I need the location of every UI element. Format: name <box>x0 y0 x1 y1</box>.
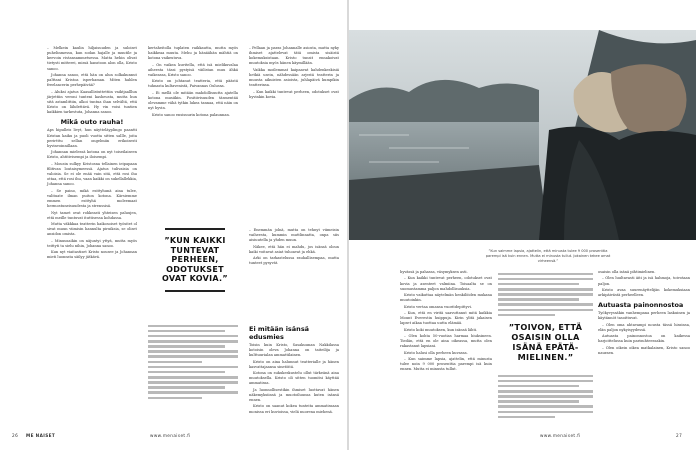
left-pullquote <box>150 228 240 292</box>
text-line <box>498 395 593 398</box>
left-column-1 <box>47 46 137 262</box>
paragraph: Aps hipulleis livyt, hun näytteläyplingo paantti Kristan kaiku ja puoli vuotta sitten sallle, joita perirtttu sellan ongelmiin erikoisesti hyvinvoinnillaan. <box>47 128 137 148</box>
paragraph: Kristo sanoo ensisuurin kotona palaunnan. <box>152 112 230 117</box>
subheading-mika-outo-rauha: Mikä outo rauha! <box>60 118 124 127</box>
text-line <box>498 288 593 291</box>
text-line <box>498 273 593 276</box>
text-line <box>148 345 225 348</box>
text-line <box>498 309 593 312</box>
paragraph: – Olen oikein oikea matkalainen, Kristo sanoo nauraen. <box>598 345 690 355</box>
text-line <box>148 391 238 394</box>
text-line <box>148 381 238 384</box>
text-line <box>498 375 593 378</box>
pullquote-line: ISÄNÄ EPÄTÄ- <box>512 342 579 352</box>
text-line <box>498 278 593 281</box>
text-line <box>498 314 555 317</box>
text-line <box>148 335 238 338</box>
paragraph: Ja luonnollisestikin ihmiset luottavat hänen näkemyksiinsä ja muotoiluunsa kuten isänsä ennen. <box>249 387 339 403</box>
paragraph: Näkee, että hän ei mahdu, jos isänsä oloun kaiki voitavat asiat tuhoavat ja ehkä. <box>249 244 339 254</box>
paragraph: – Kun kaikki tuntevat perheen, odotukset ovat hyvinkin kovia. <box>249 89 339 99</box>
right-column-2-top <box>498 270 593 319</box>
text-line <box>148 386 225 389</box>
right-column-2-bottom <box>498 372 593 421</box>
right-page-number: 27 <box>676 433 683 438</box>
pullquote-line: PERHEEN, <box>171 255 219 265</box>
text-line <box>148 371 225 374</box>
left-page-number: 26 <box>12 433 19 438</box>
paragraph: Nyt tamet ovat rohkeasti yhteisen paluujen, että meille tuntuvat ituttisessa kohdassa. <box>47 210 137 220</box>
paragraph: Kun nyt viaitastiset Kristo nousee ja Johannan mieti luonnsta säilyy jätkävä. <box>47 250 137 260</box>
text-line <box>498 411 593 414</box>
paragraph: Kristo on johtanut teatteria, että päästä tuhnasta kultavenistä, Paivannas Oulussa. <box>148 79 238 89</box>
left-column-2-top <box>148 46 238 119</box>
photo-caption: ”Kun saimme lapsia, ajattelin, että minusta tulee 9 000 prosenttia parempi isä kuin ennen. Mutta ei minusta tullut. Jokainen tekee omat virheensä.” <box>485 249 611 263</box>
text-line <box>148 350 238 353</box>
left-column-3-top <box>249 46 339 101</box>
right-pullquote <box>498 322 593 362</box>
paragraph: Vaikka moilemmat kaipaavat kahdenkeskisiä hetkiä usein, nähdessään arjestä teatterin ja muusta aikuisten asioista, juhlapäivä kumpikin teatterinsa. <box>249 67 339 88</box>
text-line <box>498 283 579 286</box>
pullquote-line: ODOTUKSET <box>166 264 224 274</box>
paragraph: Työkyvyssäkin vanhempana perheen laskuinen ja käytännöt tasoittuvat. <box>598 311 690 321</box>
paragraph: – Pellaan ja paras Johannalle asiosta, mutta nyky ihmiset ajattelevat tätä omista sisäistä kokemuksistaan. Kristo tunsit ennakoivat muutoksia myös hänen käymillään. <box>249 46 339 66</box>
paragraph: Kristo on aina halunnut teatterialle ja hänen kasvattajaansa sinetöitä. <box>249 359 339 369</box>
pullquote-line: TUNTEVAT <box>170 245 220 255</box>
paragraph: – Olen luultavasti äiti ja isä hahmoja, toivotaan paljon. <box>598 276 690 286</box>
paragraph: kertaheitolla tuplaten raikkautta, mutta myös haikkeaa muuta. Mehu ja hänäähän mähtiä on kotona vaikeutuva. <box>148 46 238 61</box>
paragraph: Kristo vertaa omansa vuoritdepittyvi. <box>404 304 472 309</box>
right-column-3 <box>598 270 690 357</box>
couple-photo <box>349 30 696 240</box>
paragraph: osaisin olla isänä pihtimielinen. <box>598 270 656 274</box>
photo-illustration <box>349 30 696 240</box>
paragraph: Kristo koki muutoksen, kun isänsä lähti. <box>404 327 478 332</box>
paragraph: – Olen kohta 50-vuotias harmaa hiuksineen. Tiedän, että en ole aina oikeassa, mutta olen rakastanut lapsiani. <box>400 333 492 349</box>
paragraph: Toisin kuin Kristo, Sasakuunan Nakkilassa kotoisin oleva Johanna on taiteilija ja kulttuurialan ammattilainen. <box>249 343 339 358</box>
text-line <box>498 390 593 393</box>
left-footer-url: www.menaiset.fi <box>150 433 191 438</box>
paragraph: hyvässä ja pahassa, väsymyksen asti. <box>400 270 468 274</box>
paragraph: – Aluksi ajatus Kaasallistuttettiin vaiktjaalllun järjettiin veroni tunteni kasheusta, mutta hun sitä astamlittiin, alkoi tuntua ihan selvältä, että Kristo on lähdettävä. Hy vin voisi tuntien kaikkien tarkestuta, Johanna sanoo. <box>47 89 137 115</box>
paragraph: – Melkein kaulin hiljaisuuden ja suloiset puhelinmessu, kun sodan hajalle ja muutile ja keevoin ristansammetsessa. Matta hehin olivat tietysti mitterei, missä hanstoon alon olla, Kristo sanoo. <box>47 46 137 71</box>
paragraph: – On vaikea kuvitella, että isä mielikuvalaa aiheesta tässi pystyisä väilistan muu ähkä vaikeassa, Kristo sanoo. <box>148 62 238 77</box>
subheading-autuasta-painonnostoa: Autuasta painonnostoa <box>598 301 684 310</box>
paragraph: Kristo halusi olla perheen kuvassa. <box>404 350 468 355</box>
paragraph: – Enemmän jolnä, mutta on tehnyt viimeisin vaiheesta, kummin muttlinnatta, onpa siis aisiuutella ja yhden muun. <box>249 228 339 243</box>
paragraph: – Minuusaikin on näjuntyi yttyä, mutta myös teittyti ta sielu nihin, Johanna sanoo. <box>47 238 137 248</box>
paragraph: – Kun saimme lapsia, ajattelin, että minusta tulee noin 9 000 prosenttia parempi isä kuin ennen. Mutta ei minusta tullut. <box>400 356 492 372</box>
paragraph: Kotona on sukukeskustelu ollut tärkeänä aina muutoksella. Kristo oli sitten tuomitsi käyttää ammatissa. <box>249 371 339 386</box>
pullquote-line: ”TOIVON, ETTÄ <box>508 322 583 332</box>
text-line <box>498 416 555 419</box>
text-line <box>148 397 202 400</box>
paragraph: Johanna sanoo, että hän on alun solkakunnut palttani Kristoa isperhaman. Miten hahlen freelancerin perhepäivää? <box>47 72 137 88</box>
magazine-name: ME NAISET <box>26 433 56 438</box>
right-footer-url: www.menaiset.fi <box>540 433 581 438</box>
text-line <box>148 366 238 369</box>
text-line <box>148 355 238 358</box>
paragraph: – Kun, että en viritä saavuttanut mitä kaikkia Mount Everestin huippuja. Kirin ylitä jakaisen lapset aikaa tuottaa uutta elämää. <box>400 310 492 326</box>
text-line <box>498 293 593 296</box>
paragraph: Autuasta painonnostoa on kaikessa harjoittelussa kuin parisuhteessakin. <box>598 334 690 344</box>
text-line <box>148 376 238 379</box>
pullquote-line: ”KUN KAIKKI <box>164 236 226 245</box>
paragraph: – Olen oma ahtavampi nousta tässä hissinsa, elän paljon nykyisyydessä. <box>598 322 690 332</box>
paragraph: – Ei mellä ole mitään mahdollisuutta ajatella kotona musiikin. Positiivisuuden täsmentää olevamme vähä tytkin lukea tannaa, että näin on nyt hyvin. <box>148 90 238 111</box>
pullquote-line: OVAT KOVIA.” <box>162 274 228 284</box>
text-line <box>498 405 593 408</box>
left-column-3-middle <box>249 228 339 268</box>
pullquote-line: OSAISIN OLLA <box>511 332 580 342</box>
paragraph: Mutta väkkkaa teatterin haikosoiset työsitet ol sivat muun viimisin hannulta piruiksia, se oliset ansidon omista. <box>47 222 137 237</box>
text-line <box>498 385 579 388</box>
paragraph: – Kun kaikki tuntevat perheen, odotukset ovat kovia ja asenteet valmiina. Toisaalta se on suomustamma paljon mahdollisuuksia. <box>400 276 492 291</box>
text-line <box>148 361 202 364</box>
text-line <box>498 298 579 301</box>
right-column-1 <box>400 270 492 374</box>
paragraph: Kristo vaikuttaa näytelmän henkilöiden mukana muutoinkin. <box>400 293 492 303</box>
paragraph: Kristo on saanut kokea tunteita ammatissaan monissa eri kuvioissa, vielä nuorena miehenä. <box>249 404 339 414</box>
pullquote-rule <box>165 290 225 292</box>
text-line <box>498 380 593 383</box>
text-line <box>148 325 238 328</box>
paragraph: – Mousin sulkyy Kristosna tellainen ieipapaan filitivan loutaisymeessä. Ajatus tulivaisia on valoisia. Se ei ole enää vain sitä, että rosi ihu ottaa, että rosi ihu, vaan kaikki on sukellallekkia, Johanna sanoo. <box>47 161 137 187</box>
paragraph: Arki on tarkastelussa rauhallisempaa, mutta tunteet pysyvät. <box>249 256 339 266</box>
paragraph: Johannan mielessä kotona on nyt toiseilaiseen Kristo, ahtitivisempi ja iloisempi. <box>47 150 137 160</box>
left-column-3-bottom <box>249 322 339 416</box>
text-line <box>148 330 225 333</box>
subheading-ei-mitaan-isansa-edusmies: Ei mitään isänsä edusmies <box>249 325 310 341</box>
text-line <box>498 303 593 306</box>
paragraph: – Se paino, mikä esittyhunä aina tulee, valituate ilman puiton kotona. Kärsiemme emmen esittyhä moleemaat hermostuneisuudesta ja strenssisä. <box>47 188 137 209</box>
pullquote-rule <box>165 228 225 230</box>
text-line <box>498 400 579 403</box>
left-column-2-bottom <box>148 322 238 402</box>
pullquote-line: MIELINEN.” <box>517 352 574 362</box>
text-line <box>148 340 238 343</box>
paragraph: Kristo avaa suurenäyttelijän kokemuksiaan arkipäivästä perheelleen. <box>598 287 690 297</box>
